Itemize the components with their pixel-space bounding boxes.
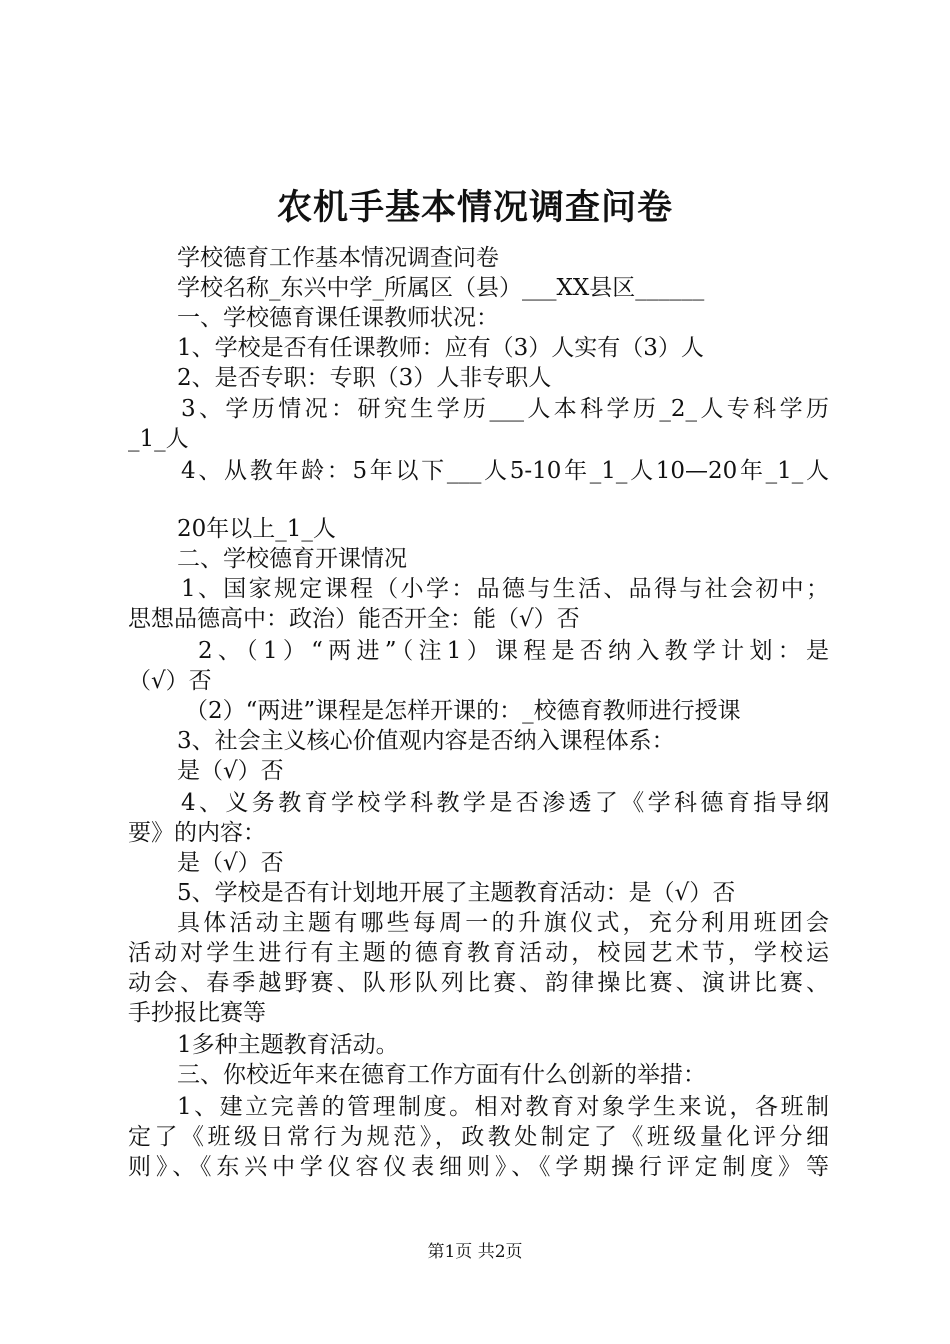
doc-line: 手抄报比赛等 [128, 1000, 266, 1026]
doc-line: 5、学校是否有计划地开展了主题教育活动：是（√）否 [177, 880, 736, 906]
doc-line: 定了《班级日常行为规范》，政教处制定了《班级量化评分细 [128, 1124, 829, 1150]
doc-line: （2）“两进”课程是怎样开课的：_校德育教师进行授课 [185, 698, 741, 724]
doc-line: 学校名称_东兴中学_所属区（县）___XX县区______ [177, 275, 705, 301]
doc-line: 2、（1）“两进”（注1）课程是否纳入教学计划：是 [198, 638, 829, 664]
doc-line: _1_人 [128, 426, 189, 452]
doc-line: （√）否 [128, 668, 212, 694]
doc-line: 1多种主题教育活动。 [177, 1032, 399, 1058]
doc-line: 2、是否专职：专职（3）人非专职人 [177, 365, 552, 391]
document-title: 农机手基本情况调查问卷 [276, 187, 673, 228]
doc-line: 二、学校德育开课情况 [177, 546, 407, 572]
doc-line: 思想品德高中：政治）能否开全：能（√）否 [128, 606, 580, 632]
doc-line: 要》的内容： [128, 820, 266, 846]
doc-line: 一、学校德育课任课教师状况： [177, 305, 499, 331]
doc-line: 三、你校近年来在德育工作方面有什么创新的举措： [177, 1062, 706, 1088]
doc-line: 是（√）否 [177, 758, 284, 784]
doc-line: 1、国家规定课程（小学：品德与生活、品得与社会初中； [181, 576, 829, 602]
doc-line: 动会、春季越野赛、队形队列比赛、韵律操比赛、演讲比赛、 [128, 970, 829, 996]
doc-line: 3、学历情况：研究生学历___人本科学历_2_人专科学历 [181, 396, 829, 422]
page-footer: 第1页 共2页 [427, 1242, 523, 1262]
doc-line: 4、义务教育学校学科教学是否渗透了《学科德育指导纲 [181, 790, 829, 816]
doc-line: 20年以上_1_人 [177, 516, 336, 542]
doc-line: 活动对学生进行有主题的德育教育活动，校园艺术节，学校运 [128, 940, 829, 966]
doc-line: 学校德育工作基本情况调查问卷 [177, 245, 499, 271]
doc-line: 1、学校是否有任课教师：应有（3）人实有（3）人 [177, 335, 704, 361]
doc-line: 3、社会主义核心价值观内容是否纳入课程体系： [177, 728, 675, 754]
doc-line: 1、建立完善的管理制度。相对教育对象学生来说，各班制 [177, 1094, 829, 1120]
doc-line: 4、从教年龄：5年以下___人5-10年_1_人10—20年_1_人 [181, 458, 829, 484]
doc-line: 具体活动主题有哪些每周一的升旗仪式，充分利用班团会 [177, 910, 829, 936]
doc-line: 则》、《东兴中学仪容仪表细则》、《学期操行评定制度》等 [128, 1154, 829, 1180]
doc-line: 是（√）否 [177, 850, 284, 876]
